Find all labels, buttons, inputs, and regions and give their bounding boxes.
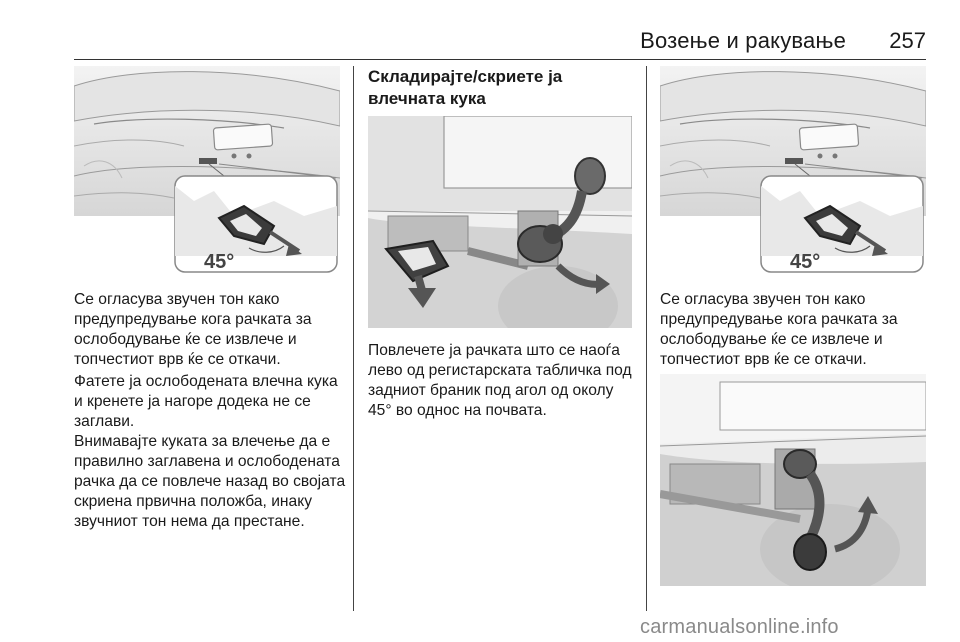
rear-car-illustration [74,66,340,278]
figure-rear-bumper-handle-right [660,66,926,278]
angle-label: 45° [790,251,821,273]
section-title: Возење и ракување [640,28,846,53]
tow-hook-illustration [368,116,632,328]
page-header [74,28,926,54]
column-divider-left [353,66,354,611]
rear-car-illustration [660,66,926,278]
figure-pull-handle [368,116,632,328]
paragraph-lift-hook: Фатете ја ослободената влечна кука и кренете ја нагоре додека не се заглави. [74,373,338,430]
paragraph-warning-tone-right: Се огласува звучен тон како предупредување кога рачката за ослободување ќе се извлече и топчестиот врв ќе се откачи. [660,291,898,368]
paragraph-check-hook: Внимавајте куката за влечење да е правилно заглавена и ослободената рачка да се повлече назад во својата скриена првична положба, инаку звучниот тон нема да престане. [74,433,346,530]
paragraph-warning-tone-left: Се огласува звучен тон како предупредување кога рачката за ослободување ќе се извлече и топчестиот врв ќе се откачи. [74,291,312,368]
column-divider-right [646,66,647,611]
tow-hook-lift-illustration [660,374,926,586]
header-rule [74,59,926,60]
page-number: 257 [889,28,926,53]
figure-rear-bumper-handle-left [74,66,340,278]
angle-label: 45° [204,251,235,273]
watermark: carmanualsonline.info [640,616,839,638]
figure-lift-hook [660,374,926,586]
section-heading: Складирајте/скриете ја влечната кука [368,67,563,108]
paragraph-pull-handle: Повлечете ја рачката што се наоѓа лево од регистарската табличка под задниот браник под агол од околу 45° во однос на почвата. [368,342,632,419]
